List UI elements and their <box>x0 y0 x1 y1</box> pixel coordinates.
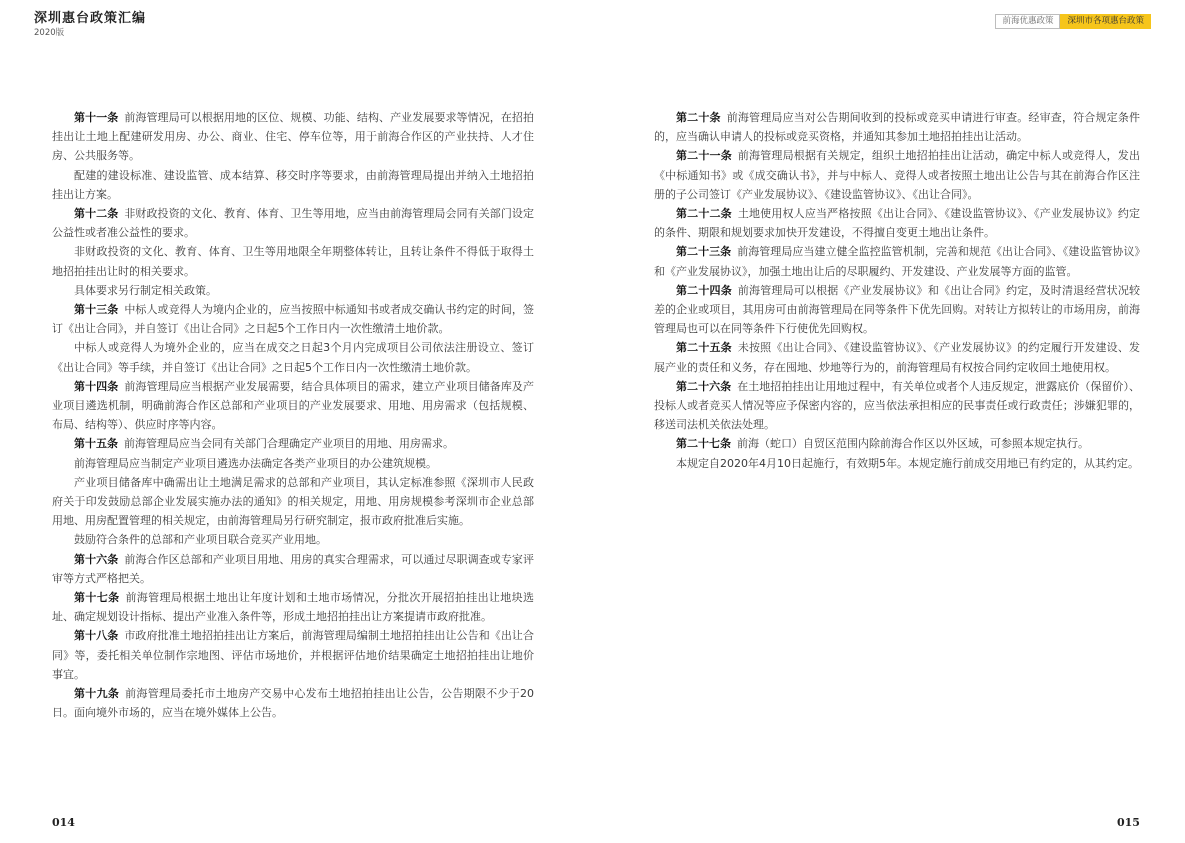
left-page-body <box>52 108 534 723</box>
article-text: 具体要求另行制定相关政策。 <box>74 283 217 297</box>
article-paragraph <box>52 281 534 300</box>
article-paragraph <box>52 473 534 531</box>
article-paragraph <box>52 684 534 722</box>
article-text: 前海管理局应当制定产业项目遴选办法确定各类产业项目的办公建筑规模。 <box>74 456 437 470</box>
article-paragraph <box>52 338 534 376</box>
right-page-body <box>654 108 1140 473</box>
article-label: 第十二条 <box>74 207 119 221</box>
article-paragraph <box>52 166 534 204</box>
article-label: 第二十四条 <box>676 283 732 297</box>
article-text: 非财政投资的文化、教育、体育、卫生等用地限全年期整体转让，且转让条件不得低于取得土地招拍挂出让时的相关要求。 <box>52 245 534 278</box>
tab-qianhai-policies[interactable]: 前海优惠政策 <box>995 14 1060 29</box>
article-text: 中标人或竞得人为境内企业的，应当按照中标通知书或者成交确认书约定的时间，签订《出让合同》，并自签订《出让合同》之日起5个工作日内一次性缴清土地价款。 <box>52 303 535 336</box>
article-paragraph <box>52 434 534 453</box>
article-paragraph <box>52 530 534 549</box>
page-number-left: 014 <box>52 816 75 829</box>
article-text: 在土地招拍挂出让用地过程中，有关单位或者个人违反规定，泄露底价（保留价）、投标人或者竞买人情况等应予保密内容的，应当依法承担相应的民事责任或行政责任；涉嫌犯罪的，移送司法机关依法处理。 <box>654 379 1141 432</box>
article-paragraph <box>52 454 534 473</box>
article-paragraph <box>654 281 1140 339</box>
article-label: 第十九条 <box>74 687 120 701</box>
article-paragraph <box>654 377 1140 435</box>
article-text: 配建的建设标准、建设监管、成本结算、移交时序等要求，由前海管理局提出并纳入土地招拍挂出让方案。 <box>52 168 534 201</box>
publication-edition: 2020版 <box>34 28 65 38</box>
article-text: 产业项目储备库中确需出让土地满足需求的总部和产业项目，其认定标准参照《深圳市人民政府关于印发鼓励总部企业发展实施办法的通知》的相关规定，用地、用房规模参考深圳市企业总部用地、用房配置管理的相关规定，由前海管理局另行研究制定，报市政府批准后实施。 <box>52 475 534 528</box>
article-label: 第十四条 <box>74 379 119 393</box>
article-text: 前海管理局可以根据《产业发展协议》和《出让合同》约定，及时清退经营状况较差的企业或项目，其用房可由前海管理局在同等条件下优先回购。对转让方拟转让的市场用房，前海管理局也可以在同等条件下行使优先回购权。 <box>654 283 1140 336</box>
article-label: 第十五条 <box>74 437 118 451</box>
article-text: 市政府批准土地招拍挂出让方案后，前海管理局编制土地招拍挂出让公告和《出让合同》等，委托相关单位制作宗地图、评估市场地价，并根据评估地价结果确定土地招拍挂出让地价事宜。 <box>52 629 535 681</box>
article-text: 前海管理局根据有关规定，组织土地招拍挂出让活动，确定中标人或竞得人，发出《中标通知书》或《成交确认书》，并与中标人、竞得人或者按照土地出让公告与其在前海合作区注册的子公司签订《产业发展协议》、《建设监管协议》、《出让合同》。 <box>654 149 1140 201</box>
tab-shenzhen-policies[interactable]: 深圳市各项惠台政策 <box>1060 14 1151 29</box>
article-paragraph <box>52 550 534 588</box>
article-label: 第二十三条 <box>676 245 732 259</box>
article-label: 第二十二条 <box>676 207 732 221</box>
article-text: 前海合作区总部和产业项目用地、用房的真实合理需求，可以通过尽职调查或专家评审等方式严格把关。 <box>52 552 535 585</box>
article-paragraph <box>654 146 1140 204</box>
article-paragraph <box>52 377 534 435</box>
article-label: 第十三条 <box>74 303 119 317</box>
article-paragraph <box>52 108 534 166</box>
article-text: 前海管理局应当建立健全监控监管机制，完善和规范《出让合同》、《建设监管协议》和《产业发展协议》，加强土地出让后的尽职履约、开发建设、产业发展等方面的监管。 <box>654 245 1141 278</box>
section-tabs <box>995 14 1151 29</box>
article-paragraph <box>654 434 1140 453</box>
article-text: 前海（蛇口）自贸区范围内除前海合作区以外区域，可参照本规定执行。 <box>737 437 1089 451</box>
article-label: 第二十六条 <box>676 379 732 393</box>
article-label: 第十一条 <box>74 111 119 124</box>
article-text: 前海管理局委托市土地房产交易中心发布土地招拍挂出让公告，公告期限不少于20日。面向境外市场的，应当在境外媒体上公告。 <box>52 687 535 720</box>
article-paragraph <box>52 300 534 338</box>
article-paragraph <box>654 108 1140 146</box>
article-text: 前海管理局应当会同有关部门合理确定产业项目的用地、用房需求。 <box>124 437 454 451</box>
article-paragraph <box>654 338 1140 376</box>
article-label: 第二十一条 <box>676 149 732 163</box>
article-label: 第十六条 <box>74 552 119 566</box>
article-paragraph <box>52 588 534 626</box>
article-paragraph <box>654 204 1140 242</box>
article-label: 第二十五条 <box>676 341 732 355</box>
article-text: 前海管理局应当对公告期间收到的投标或竞买申请进行审查。经审查，符合规定条件的，应当确认申请人的投标或竞买资格，并通知其参加土地招拍挂出让活动。 <box>654 111 1141 144</box>
article-label: 第二十条 <box>676 111 721 124</box>
article-text: 本规定自2020年4月10日起施行，有效期5年。本规定施行前成交用地已有约定的，从其约定。 <box>676 456 1139 470</box>
article-text: 中标人或竞得人为境外企业的，应当在成交之日起3个月内完成项目公司依法注册设立、签订《出让合同》等手续，并自签订《出让合同》之日起5个工作日内一次性缴清土地价款。 <box>52 341 534 374</box>
article-paragraph <box>654 242 1140 280</box>
article-label: 第十八条 <box>74 629 119 643</box>
article-text: 未按照《出让合同》、《建设监管协议》、《产业发展协议》的约定履行开发建设、发展产业的责任和义务，存在囤地、炒地等行为的，前海管理局有权按合同约定收回土地使用权。 <box>654 341 1141 374</box>
article-text: 前海管理局可以根据用地的区位、规模、功能、结构、产业发展要求等情况，在招拍挂出让土地上配建研发用房、办公、商业、住宅、停车位等，用于前海合作区的产业扶持、人才住房、公共服务等。 <box>52 111 535 163</box>
page-number-right: 015 <box>1117 816 1140 829</box>
article-paragraph <box>52 242 534 280</box>
article-label: 第二十七条 <box>676 437 731 451</box>
publication-brand <box>34 10 146 39</box>
article-paragraph <box>52 626 534 684</box>
article-text: 前海管理局应当根据产业发展需要，结合具体项目的需求，建立产业项目储备库及产业项目遴选机制，明确前海合作区总部和产业项目的产业发展要求、用地、用房需求（包括规模、布局、结构等）、供应时序等内容。 <box>52 379 535 432</box>
publication-title: 深圳惠台政策汇编 <box>34 11 147 26</box>
article-label: 第十七条 <box>74 591 120 605</box>
article-text: 非财政投资的文化、教育、体育、卫生等用地，应当由前海管理局会同有关部门设定公益性或者准公益性的要求。 <box>52 207 535 240</box>
article-paragraph <box>52 204 534 242</box>
article-text: 鼓励符合条件的总部和产业项目联合竞买产业用地。 <box>74 533 327 547</box>
article-text: 前海管理局根据土地出让年度计划和土地市场情况，分批次开展招拍挂出让地块选址、确定规划设计指标、提出产业准入条件等，形成土地招拍挂出让方案提请市政府批准。 <box>52 591 534 624</box>
article-paragraph <box>654 454 1140 473</box>
article-text: 土地使用权人应当严格按照《出让合同》、《建设监管协议》、《产业发展协议》约定的条件、期限和规划要求加快开发建设，不得擅自变更土地出让条件。 <box>654 207 1141 240</box>
